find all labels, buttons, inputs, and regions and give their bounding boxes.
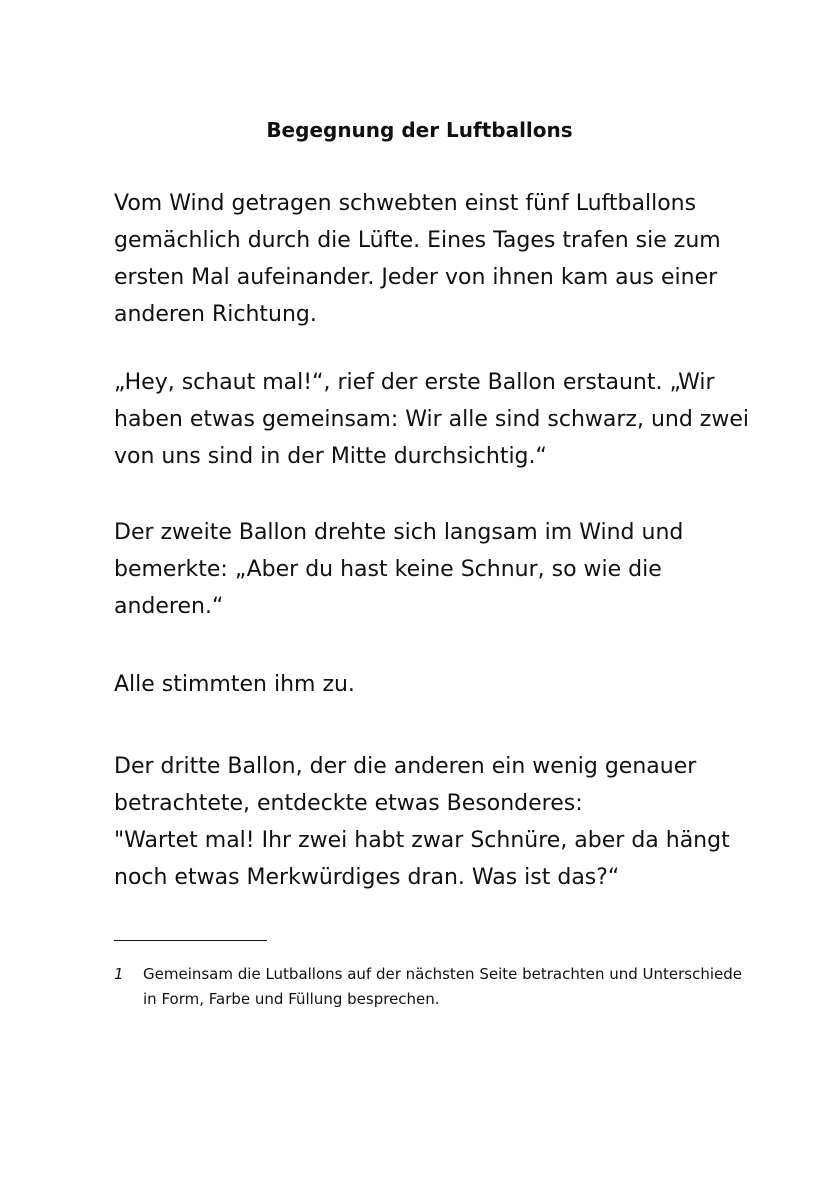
page-title: Begegnung der Luftballons [266, 118, 573, 142]
footnote-number: 1 [114, 965, 124, 983]
story-paragraph-5: Der dritte Ballon, der die anderen ein wenig genauer betrachtete, entdeckte etwas Besonderes: "Wartet mal! Ihr zwei habt zwar Schnüre, aber da hängt noch etwas Merkwürdiges dran. Was ist das?“ [114, 754, 730, 890]
footnote-text: Gemeinsam die Lutballons auf der nächsten Seite betrachten und Unterschiede in Form, Farbe und Füllung besprechen. [143, 965, 743, 1008]
story-paragraph-4: Alle stimmten ihm zu. [114, 672, 355, 697]
story-paragraph-2: „Hey, schaut mal!“, rief der erste Ballon erstaunt. „Wir haben etwas gemeinsam: Wir alle sind schwarz, und zwei von uns sind in der Mitte durchsichtig.“ [114, 370, 749, 469]
story-paragraph-3: Der zweite Ballon drehte sich langsam im Wind und bemerkte: „Aber du hast keine Schnur, so wie die anderen.“ [114, 520, 684, 619]
story-paragraph-1: Vom Wind getragen schwebten einst fünf Luftballons gemächlich durch die Lüfte. Eines Tages trafen sie zum ersten Mal aufeinander. Jeder von ihnen kam aus einer anderen Richtung. [114, 191, 721, 327]
footnote-divider [114, 940, 267, 941]
